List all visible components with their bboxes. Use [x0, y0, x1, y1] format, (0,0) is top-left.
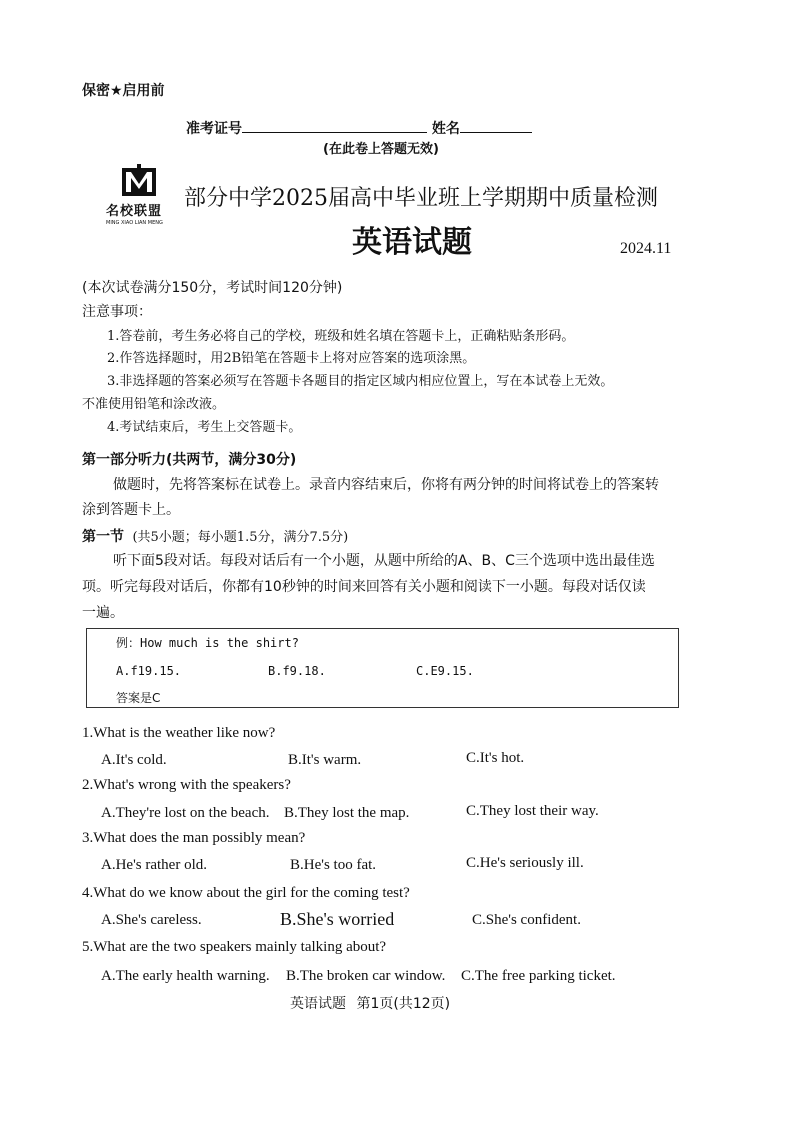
page-footer	[290, 993, 450, 1013]
answer-option: C.The free parking ticket.	[461, 968, 616, 984]
answer-option: B.He's too fat.	[290, 857, 377, 873]
exam-title: 部分中学2025届高中毕业班上学期期中质量检测	[184, 186, 658, 211]
subject-title: 英语试题	[352, 225, 472, 260]
example-option: A.f19.15.	[116, 664, 182, 678]
question-text: 3.What does the man possibly mean?	[82, 830, 306, 846]
notice-item: 4.考试结束后，考生上交答题卡。	[107, 420, 302, 435]
answer-option: C.She's confident.	[472, 912, 581, 928]
answer-option: C.He's seriously ill.	[466, 855, 584, 871]
section1-label: 第一节	[82, 529, 124, 545]
notice-title: 注意事项：	[82, 304, 152, 320]
notice-item: 不准使用铅笔和涂改液。	[82, 397, 226, 412]
part1-desc: 做题时，先将答案标在试卷上。录音内容结束后，你将有两分钟的时间将试卷上的答案转	[113, 477, 659, 493]
invalid-note: (在此卷上答题无效)	[323, 142, 439, 157]
part1-desc: 涂到答题卡上。	[82, 502, 180, 518]
footer-subject: 英语试题	[290, 996, 346, 1012]
answer-option: A.The early health warning.	[101, 968, 270, 984]
exam-date: 2024.11	[620, 240, 672, 257]
question-text: 5.What are the two speakers mainly talking about?	[82, 939, 387, 955]
logo-text-pinyin: MING XIAO LIAN MENG	[106, 220, 163, 226]
name-blank	[460, 120, 532, 133]
answer-option: A.They're lost on the beach.	[101, 805, 270, 821]
section1-instructions: 一遍。	[82, 605, 124, 621]
exam-id-field	[186, 118, 532, 138]
answer-option: B.It's warm.	[288, 752, 362, 768]
section1-instructions: 听下面5段对话。每段对话后有一个小题，从题中所给的A、B、C三个选项中选出最佳选	[113, 553, 655, 569]
example-option: B.f9.18.	[268, 664, 326, 678]
exam-id-label: 准考证号	[186, 121, 242, 137]
section1-heading	[82, 526, 348, 546]
section1-info: (共5小题；每小题1.5分，满分7.5分)	[132, 530, 349, 545]
question-text: 1.What is the weather like now?	[82, 725, 276, 741]
part1-heading: 第一部分听力(共两节，满分30分)	[82, 452, 297, 468]
exam-id-blank	[242, 120, 427, 133]
answer-option: A.She's careless.	[101, 912, 202, 928]
answer-option: C.It's hot.	[466, 750, 525, 766]
answer-option: A.He's rather old.	[101, 857, 208, 873]
section1-instructions: 项。听完每段对话后，你都有10秒钟的时间来回答有关小题和阅读下一小题。每段对话仅读	[82, 579, 646, 595]
logo-text-cn: 名校联盟	[106, 204, 163, 219]
question-text: 2.What's wrong with the speakers?	[82, 777, 291, 793]
example-option: C.E9.15.	[416, 664, 474, 678]
answer-option: C.They lost their way.	[466, 803, 599, 819]
example-answer: 答案是C	[116, 691, 161, 705]
school-alliance-logo	[100, 162, 178, 232]
footer-page-number: 第1页(共12页)	[356, 996, 451, 1012]
example-question: 例：How much is the shirt?	[116, 636, 299, 650]
confidential-label: 保密★启用前	[82, 83, 165, 99]
answer-option: B.They lost the map.	[284, 805, 410, 821]
notice-item: 1.答卷前，考生务必将自己的学校，班级和姓名填在答题卡上，正确粘贴条形码。	[107, 329, 575, 344]
answer-option: A.It's cold.	[101, 752, 167, 768]
answer-option: B.The broken car window.	[286, 968, 446, 984]
notice-item: 2.作答选择题时，用2B铅笔在答题卡上将对应答案的选项涂黑。	[107, 351, 476, 366]
score-time-note: (本次试卷满分150分，考试时间120分钟)	[82, 280, 343, 296]
name-label: 姓名	[431, 121, 460, 137]
notice-item: 3.非选择题的答案必须写在答题卡各题目的指定区域内相应位置上，写在本试卷上无效。	[107, 374, 614, 389]
answer-option: B.She's worried	[280, 909, 395, 929]
question-text: 4.What do we know about the girl for the coming test?	[82, 885, 410, 901]
